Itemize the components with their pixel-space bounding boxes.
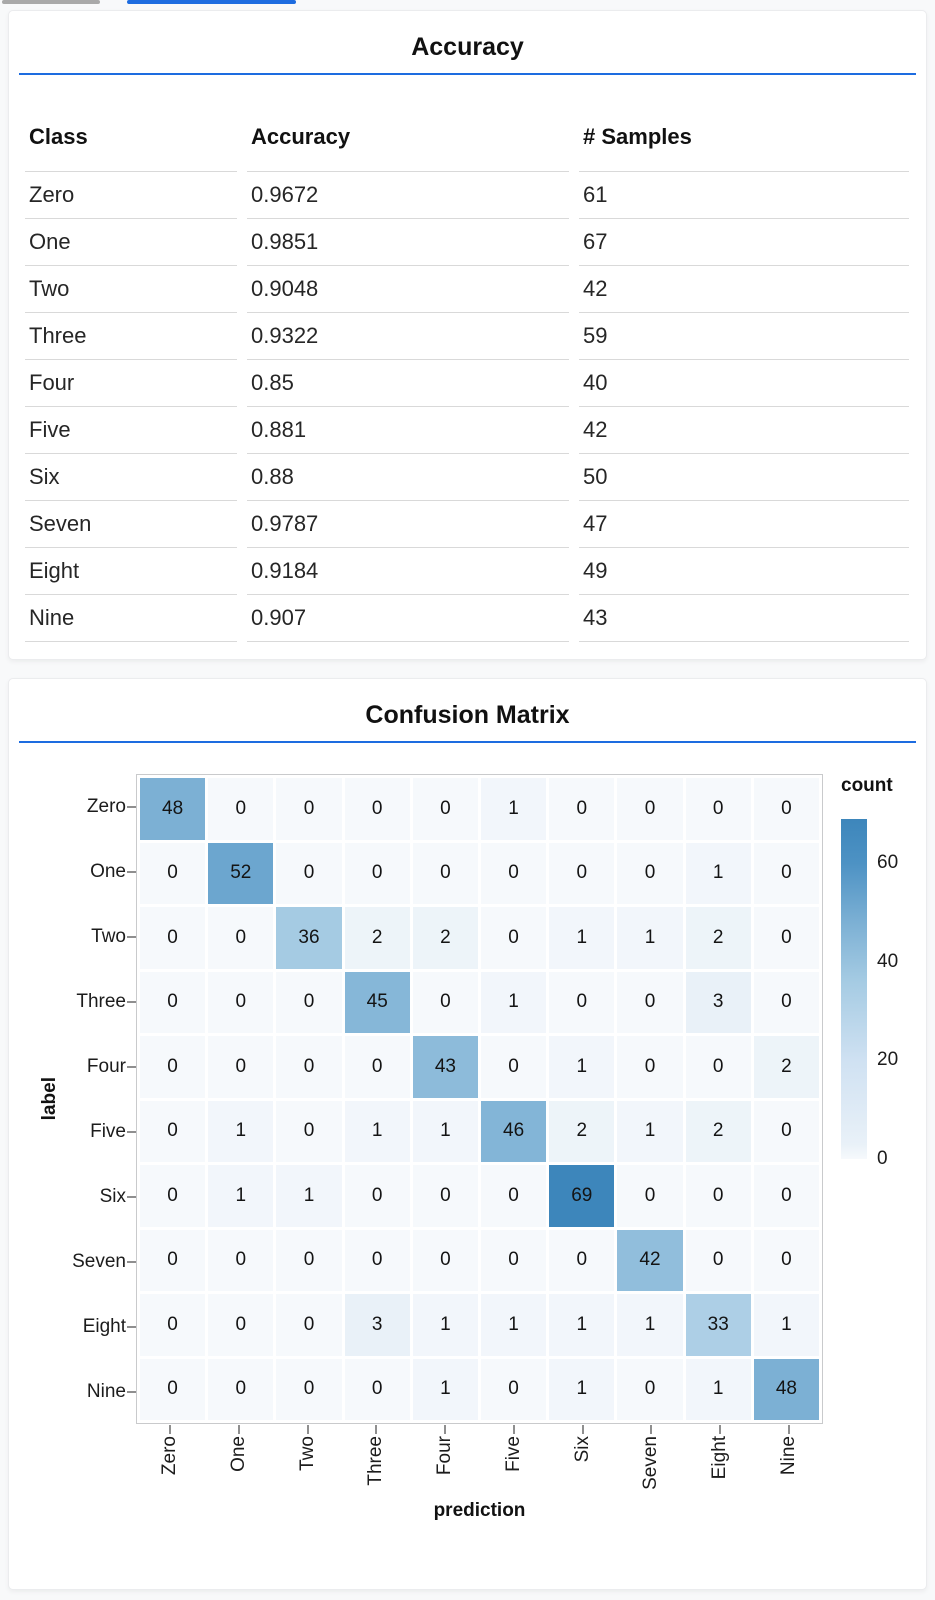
x-tick [169, 1425, 171, 1434]
matrix-cell: 1 [481, 778, 546, 840]
matrix-cell: 48 [754, 1359, 819, 1421]
matrix-cell: 1 [345, 1101, 410, 1163]
table-cell-accuracy: 0.9787 [247, 501, 569, 548]
matrix-cell: 1 [413, 1359, 478, 1421]
matrix-cell: 0 [754, 907, 819, 969]
matrix-cell: 1 [549, 907, 614, 969]
matrix-cell: 0 [549, 778, 614, 840]
matrix-cell: 0 [345, 1230, 410, 1292]
matrix-cell: 0 [617, 778, 682, 840]
matrix-cell: 0 [413, 843, 478, 905]
matrix-cell: 2 [686, 907, 751, 969]
table-cell-accuracy: 0.85 [247, 360, 569, 407]
matrix-cell: 0 [481, 907, 546, 969]
matrix-cell: 1 [549, 1359, 614, 1421]
matrix-cell: 0 [413, 778, 478, 840]
matrix-cell: 0 [140, 1359, 205, 1421]
matrix-cell: 0 [481, 1230, 546, 1292]
table-cell-class: Three [25, 313, 237, 360]
legend-title: count [841, 775, 893, 796]
table-cell-accuracy: 0.9672 [247, 172, 569, 219]
matrix-cell: 1 [617, 1294, 682, 1356]
table-header-row [25, 102, 909, 172]
table-cell-samples: 59 [579, 313, 909, 360]
matrix-cell: 0 [208, 1359, 273, 1421]
matrix-cell: 1 [754, 1294, 819, 1356]
accuracy-card [8, 10, 927, 660]
matrix-cell: 1 [413, 1101, 478, 1163]
legend-tick-label: 20 [877, 1049, 899, 1071]
table-row [25, 266, 909, 313]
x-axis-title: prediction [433, 1500, 526, 1521]
x-tick [375, 1425, 377, 1434]
matrix-cell: 0 [686, 1036, 751, 1098]
table-cell-samples: 42 [579, 266, 909, 313]
table-cell-class: Eight [25, 548, 237, 595]
table-cell-samples: 40 [579, 360, 909, 407]
matrix-cell: 0 [617, 1359, 682, 1421]
legend-gradient-bar [841, 819, 867, 1159]
table-cell-accuracy: 0.88 [247, 454, 569, 501]
matrix-cell: 2 [345, 907, 410, 969]
y-tick-label: Five [90, 1120, 126, 1142]
matrix-cell: 0 [345, 1165, 410, 1227]
x-tick-label: Zero [159, 1436, 181, 1476]
table-cell-accuracy: 0.9322 [247, 313, 569, 360]
table-cell-accuracy: 0.907 [247, 595, 569, 642]
table-cell-samples: 61 [579, 172, 909, 219]
legend-tick-label: 0 [877, 1148, 888, 1169]
y-tick [127, 1326, 136, 1328]
heatmap-plot-area [136, 774, 823, 1424]
x-tick-label: Nine [777, 1436, 799, 1476]
table-row [25, 454, 909, 501]
table-row [25, 407, 909, 454]
matrix-cell: 3 [686, 972, 751, 1034]
matrix-cell: 2 [413, 907, 478, 969]
heatmap-grid [137, 775, 822, 1423]
matrix-cell: 0 [549, 843, 614, 905]
matrix-cell: 0 [481, 1036, 546, 1098]
y-tick [127, 1066, 136, 1068]
y-tick [127, 1391, 136, 1393]
table-cell-samples: 49 [579, 548, 909, 595]
matrix-cell: 52 [208, 843, 273, 905]
matrix-cell: 1 [617, 907, 682, 969]
matrix-cell: 0 [140, 1101, 205, 1163]
x-tick [582, 1425, 584, 1434]
matrix-cell: 42 [617, 1230, 682, 1292]
matrix-cell: 0 [208, 1036, 273, 1098]
matrix-cell: 0 [140, 1230, 205, 1292]
matrix-cell: 0 [276, 778, 341, 840]
table-cell-class: Four [25, 360, 237, 407]
y-axis-title: label [39, 1077, 60, 1121]
x-tick-label: Six [571, 1436, 593, 1463]
matrix-cell: 48 [140, 778, 205, 840]
matrix-cell: 69 [549, 1165, 614, 1227]
y-tick [127, 1131, 136, 1133]
y-tick [127, 871, 136, 873]
x-tick-label: Eight [708, 1436, 730, 1480]
matrix-cell: 0 [686, 778, 751, 840]
x-tick-label: Three [365, 1436, 387, 1486]
matrix-cell: 2 [686, 1101, 751, 1163]
table-row [25, 360, 909, 407]
table-cell-class: Six [25, 454, 237, 501]
matrix-cell: 1 [413, 1294, 478, 1356]
matrix-cell: 0 [345, 778, 410, 840]
x-tick [513, 1425, 515, 1434]
matrix-cell: 0 [686, 1230, 751, 1292]
matrix-cell: 33 [686, 1294, 751, 1356]
matrix-cell: 0 [617, 843, 682, 905]
table-cell-accuracy: 0.9048 [247, 266, 569, 313]
y-tick-label: Six [99, 1185, 126, 1207]
matrix-cell: 0 [276, 1359, 341, 1421]
column-header-class: Class [25, 102, 237, 172]
matrix-cell: 0 [140, 907, 205, 969]
matrix-cell: 0 [345, 843, 410, 905]
matrix-cell: 0 [481, 1165, 546, 1227]
table-row [25, 595, 909, 642]
matrix-cell: 0 [754, 1165, 819, 1227]
matrix-cell: 43 [413, 1036, 478, 1098]
table-cell-class: Five [25, 407, 237, 454]
y-tick-label: Nine [86, 1380, 126, 1402]
matrix-cell: 0 [754, 778, 819, 840]
matrix-cell: 1 [208, 1165, 273, 1227]
column-header-accuracy: Accuracy [247, 102, 569, 172]
x-tick-label: Two [296, 1436, 318, 1471]
matrix-cell: 0 [345, 1036, 410, 1098]
accuracy-card-title: Accuracy [411, 33, 524, 61]
matrix-cell: 0 [140, 1294, 205, 1356]
x-tick-label: Seven [640, 1436, 662, 1490]
y-tick [127, 1261, 136, 1263]
table-cell-accuracy: 0.9184 [247, 548, 569, 595]
y-tick-label: One [90, 860, 126, 882]
matrix-cell: 0 [276, 1036, 341, 1098]
y-tick-label: Two [91, 925, 126, 947]
y-tick-label: Three [76, 990, 126, 1012]
matrix-cell: 0 [140, 972, 205, 1034]
matrix-cell: 46 [481, 1101, 546, 1163]
matrix-cell: 0 [276, 843, 341, 905]
matrix-cell: 2 [754, 1036, 819, 1098]
x-tick [719, 1425, 721, 1434]
table-cell-class: Nine [25, 595, 237, 642]
x-tick-label: Four [434, 1436, 456, 1476]
matrix-cell: 0 [686, 1165, 751, 1227]
table-cell-samples: 42 [579, 407, 909, 454]
matrix-cell: 0 [617, 1036, 682, 1098]
matrix-cell: 1 [549, 1294, 614, 1356]
x-tick-label: One [228, 1436, 250, 1472]
y-tick [127, 806, 136, 808]
y-tick-label: Seven [72, 1250, 126, 1272]
accuracy-table [25, 102, 909, 642]
matrix-cell: 1 [208, 1101, 273, 1163]
matrix-cell: 3 [345, 1294, 410, 1356]
table-row [25, 501, 909, 548]
matrix-cell: 1 [481, 972, 546, 1034]
matrix-cell: 0 [481, 843, 546, 905]
y-tick [127, 936, 136, 938]
legend-tick-label: 60 [877, 852, 899, 874]
matrix-cell: 0 [208, 778, 273, 840]
matrix-cell: 0 [208, 907, 273, 969]
table-cell-accuracy: 0.9851 [247, 219, 569, 266]
x-tick [444, 1425, 446, 1434]
matrix-cell: 0 [413, 1165, 478, 1227]
title-underline [19, 73, 916, 75]
matrix-cell: 1 [549, 1036, 614, 1098]
matrix-cell: 0 [140, 1165, 205, 1227]
x-tick [238, 1425, 240, 1434]
y-tick-label: Zero [86, 795, 126, 817]
matrix-cell: 0 [413, 1230, 478, 1292]
table-cell-class: Seven [25, 501, 237, 548]
matrix-cell: 1 [686, 1359, 751, 1421]
table-cell-class: Zero [25, 172, 237, 219]
matrix-cell: 0 [617, 972, 682, 1034]
table-row [25, 313, 909, 360]
matrix-cell: 0 [208, 972, 273, 1034]
matrix-cell: 1 [276, 1165, 341, 1227]
matrix-cell: 0 [140, 843, 205, 905]
y-tick [127, 1001, 136, 1003]
matrix-cell: 0 [140, 1036, 205, 1098]
x-tick-label: Five [502, 1436, 524, 1472]
matrix-cell: 0 [413, 972, 478, 1034]
y-tick-label: Four [86, 1055, 126, 1077]
table-cell-samples: 43 [579, 595, 909, 642]
table-cell-class: Two [25, 266, 237, 313]
tab-indicator-active[interactable] [127, 0, 296, 4]
table-cell-samples: 50 [579, 454, 909, 501]
matrix-cell: 0 [481, 1359, 546, 1421]
matrix-cell: 0 [617, 1165, 682, 1227]
matrix-cell: 1 [617, 1101, 682, 1163]
matrix-cell: 0 [208, 1230, 273, 1292]
confusion-matrix-card [8, 678, 927, 1590]
confusion-card-title: Confusion Matrix [365, 701, 570, 729]
table-row [25, 172, 909, 219]
matrix-cell: 0 [276, 1230, 341, 1292]
title-underline [19, 741, 916, 743]
matrix-cell: 0 [549, 972, 614, 1034]
matrix-cell: 0 [276, 972, 341, 1034]
table-cell-class: One [25, 219, 237, 266]
matrix-cell: 0 [345, 1359, 410, 1421]
matrix-cell: 1 [686, 843, 751, 905]
table-row [25, 548, 909, 595]
table-cell-samples: 47 [579, 501, 909, 548]
matrix-cell: 2 [549, 1101, 614, 1163]
matrix-cell: 0 [754, 843, 819, 905]
x-tick [788, 1425, 790, 1434]
accuracy-table-body [25, 172, 909, 642]
matrix-cell: 0 [549, 1230, 614, 1292]
matrix-cell: 45 [345, 972, 410, 1034]
matrix-cell: 0 [754, 972, 819, 1034]
matrix-cell: 36 [276, 907, 341, 969]
matrix-cell: 0 [208, 1294, 273, 1356]
table-row [25, 219, 909, 266]
x-tick [307, 1425, 309, 1434]
matrix-cell: 0 [276, 1101, 341, 1163]
column-header-samples: # Samples [579, 102, 909, 172]
matrix-cell: 1 [481, 1294, 546, 1356]
legend-tick-label: 40 [877, 950, 899, 972]
y-tick-label: Eight [82, 1315, 126, 1337]
tab-indicator-inactive[interactable] [2, 0, 100, 4]
x-tick [650, 1425, 652, 1434]
table-cell-accuracy: 0.881 [247, 407, 569, 454]
table-cell-samples: 67 [579, 219, 909, 266]
matrix-cell: 0 [754, 1101, 819, 1163]
y-tick [127, 1196, 136, 1198]
matrix-cell: 0 [276, 1294, 341, 1356]
matrix-cell: 0 [754, 1230, 819, 1292]
